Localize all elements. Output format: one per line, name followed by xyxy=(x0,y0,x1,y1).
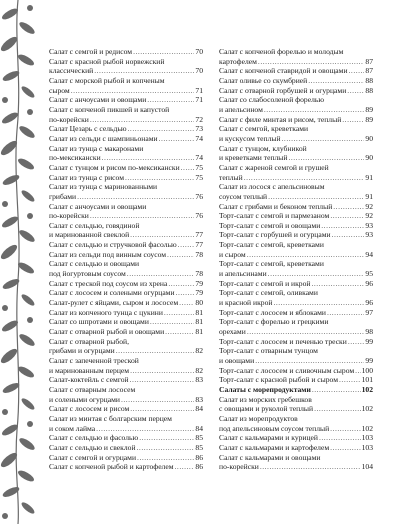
toc-entry-title-line: Салат из морских гребешков xyxy=(219,394,312,404)
toc-entry xyxy=(219,453,373,472)
dot-leader xyxy=(130,404,194,414)
toc-entry-title-line: Салат с анчоусами и овощами xyxy=(49,201,147,211)
toc-page-number: 83 xyxy=(195,394,203,404)
toc-entry-title: Торт-салат с семгой и икрой xyxy=(219,278,311,288)
toc-entry-title: грибами xyxy=(49,191,77,201)
toc-entry-title-line: Салат из лосося с апельсиновым xyxy=(219,182,325,192)
toc-entry-title: под йогуртовым соусом xyxy=(49,269,126,279)
toc-entry xyxy=(49,414,203,433)
toc-page-number: 104 xyxy=(361,462,373,472)
toc-entry-title: Салат с отварной горбушей и огурцами xyxy=(219,85,347,95)
toc-entry xyxy=(49,134,203,144)
dot-leader xyxy=(319,433,361,443)
toc-entry-title: Торт-салат с красной рыбой и сыром xyxy=(219,375,339,385)
toc-page-number: 85 xyxy=(195,433,203,443)
toc-entry-title: с овощами и руколой теплый xyxy=(219,404,314,414)
toc-entry-title: и апельсинами xyxy=(219,269,267,279)
dot-leader xyxy=(96,424,194,434)
toc-page-number: 87 xyxy=(365,66,373,76)
toc-page-number: 99 xyxy=(365,356,373,365)
dot-leader xyxy=(167,250,194,260)
toc-entry-title: Салат с семгой и редисом xyxy=(49,47,133,56)
toc-entry-title: под апельсиновым соусом теплый xyxy=(219,423,330,433)
toc-entry-title: Салат с лососем и солеными огурцами xyxy=(49,288,175,298)
toc-entry-title: Салаты с морепродуктами xyxy=(219,384,311,394)
toc-entry-title: Салат из сельди под винным соусом xyxy=(49,249,167,259)
toc-entry-title: и маринованной свеклой xyxy=(49,230,130,240)
toc-entry xyxy=(219,385,373,395)
toc-entry xyxy=(219,346,373,365)
toc-entry xyxy=(219,211,373,221)
toc-entry-title: картофелем xyxy=(219,56,257,66)
toc-entry xyxy=(219,182,373,201)
toc-page-number: 86 xyxy=(195,462,203,472)
toc-entry-title: по-корейски xyxy=(49,211,89,221)
toc-page-number: 77 xyxy=(195,240,203,250)
toc-entry xyxy=(219,221,373,231)
toc-entry xyxy=(49,433,203,443)
dot-leader xyxy=(327,308,364,318)
toc-page-number: 87 xyxy=(365,56,373,66)
dot-leader xyxy=(247,250,365,260)
toc-entry xyxy=(49,240,203,250)
toc-entry xyxy=(219,95,373,114)
toc-entry xyxy=(219,163,373,182)
toc-entry xyxy=(49,462,203,472)
dot-leader xyxy=(181,163,195,173)
toc-page-number: 94 xyxy=(365,249,373,259)
toc-entry xyxy=(49,385,203,404)
toc-entry-title: и апельсином xyxy=(219,104,263,114)
toc-entry-title-line: Торт-салат с отварным тунцом xyxy=(219,346,318,356)
toc-right-column xyxy=(219,47,373,472)
toc-entry xyxy=(49,250,203,260)
dot-leader xyxy=(137,443,195,453)
dot-leader xyxy=(175,462,195,472)
toc-page-number: 91 xyxy=(365,191,373,201)
toc-entry xyxy=(219,414,373,433)
toc-entry-title: Салат с сельдью и свеклой xyxy=(49,442,136,452)
toc-entry-title-line: Торт-салат с семгой, креветками xyxy=(219,259,324,269)
toc-entry-title: Торт-салат с семгой и пармезаном xyxy=(219,211,330,221)
dot-leader xyxy=(330,443,360,453)
toc-entry-title: Салат с сельдью и стручковой фасолью xyxy=(49,240,177,250)
toc-entry xyxy=(219,124,373,143)
dot-leader xyxy=(77,192,194,202)
dot-leader xyxy=(282,134,365,144)
toc-entry xyxy=(49,124,203,134)
toc-entry-title-line: Салат с копченой форелью и молодым xyxy=(219,47,344,56)
toc-entry-title: Салат-коктейль с семгой xyxy=(49,375,129,385)
toc-page-number: 96 xyxy=(365,278,373,288)
toc-entry-title: Салат с филе минтая и рисом, теплый xyxy=(219,114,342,124)
toc-page-number: 103 xyxy=(361,433,373,443)
toc-page-number: 102 xyxy=(361,423,373,433)
toc-page-number: 102 xyxy=(361,404,373,414)
toc-entry-title-line: Салат с сельдью и овощами xyxy=(49,259,140,269)
toc-page-number: 84 xyxy=(195,423,203,433)
dot-leader xyxy=(333,202,364,212)
toc-entry xyxy=(219,279,373,289)
toc-entry-title: и сыром xyxy=(219,249,246,259)
toc-entry-title: Салат с сельдью и фасолью xyxy=(49,433,139,443)
toc-entry xyxy=(219,76,373,86)
toc-page-number: 81 xyxy=(195,317,203,327)
toc-entry-title: и овощами xyxy=(219,356,255,365)
toc-page-number: 71 xyxy=(195,85,203,95)
toc-entry xyxy=(219,317,373,336)
toc-entry xyxy=(219,366,373,376)
dot-leader xyxy=(147,95,194,105)
toc-entry-title: Салат с грибами и беконом теплый xyxy=(219,201,333,211)
toc-page-number: 97 xyxy=(365,307,373,317)
toc-entry-title: Салат с кальмарами и курицей xyxy=(219,433,318,443)
toc-entry xyxy=(219,443,373,453)
dot-leader xyxy=(179,298,194,308)
dot-leader xyxy=(330,211,364,221)
toc-entry-title: Салат с кальмарами и картофелем xyxy=(219,442,330,452)
toc-entry-title: и солеными огурцами xyxy=(49,394,120,404)
toc-entry xyxy=(49,202,203,221)
toc-entry-title-line: Салат из морепродуктов xyxy=(219,413,298,423)
dot-leader xyxy=(137,453,194,463)
dot-leader xyxy=(168,279,194,289)
toc-entry-title: Салат из сельди с шампиньонами xyxy=(49,133,158,143)
dot-leader xyxy=(130,375,195,385)
toc-entry xyxy=(49,76,203,95)
toc-entry-title: и соком лайма xyxy=(49,423,96,433)
dot-leader xyxy=(264,105,365,115)
dot-leader xyxy=(347,86,364,96)
dot-leader xyxy=(260,462,361,472)
toc-page-number: 96 xyxy=(365,298,373,308)
toc-entry-title-line: Торт-салат с форелью и грецкими xyxy=(219,317,329,327)
toc-page-number: 73 xyxy=(195,124,203,134)
toc-entry-title: Торт-салат с лососем и сливочным сыром xyxy=(219,365,355,375)
toc-page-number: 85 xyxy=(195,442,203,452)
dot-leader xyxy=(90,211,195,221)
toc-entry-title: Салат с лососем и рисом xyxy=(49,404,130,414)
toc-page-number: 100 xyxy=(361,365,373,375)
toc-entry xyxy=(49,105,203,124)
toc-entry xyxy=(49,337,203,356)
toc-page-number: 78 xyxy=(195,249,203,259)
dot-leader xyxy=(321,221,364,231)
dot-leader xyxy=(314,404,361,414)
dot-leader xyxy=(128,124,195,134)
toc-entry xyxy=(219,375,373,385)
toc-entry-title-line: Салат с красной рыбой норвежский xyxy=(49,56,165,66)
dot-leader xyxy=(139,433,194,443)
dot-leader xyxy=(127,269,195,279)
dot-leader xyxy=(244,173,365,183)
toc-entry-title-line: Салат из тунца с макаронами xyxy=(49,143,144,153)
dot-leader xyxy=(339,375,361,385)
toc-entry xyxy=(49,288,203,298)
toc-entry-title: Салат из тунца с рисом xyxy=(49,172,125,182)
toc-page-number: 92 xyxy=(365,201,373,211)
toc-page-number: 89 xyxy=(365,114,373,124)
toc-entry xyxy=(219,66,373,76)
toc-entry-title-line: Салат с копченой пикшей и капустой xyxy=(49,104,170,114)
toc-entry-title: Салат Цезарь с сельдью xyxy=(49,124,127,134)
toc-entry-title-line: Торт-салат с семгой, креветками xyxy=(219,240,324,250)
toc-left-column xyxy=(49,47,203,472)
toc-entry xyxy=(219,115,373,125)
toc-entry xyxy=(219,288,373,307)
toc-entry xyxy=(49,279,203,289)
toc-page-number: 82 xyxy=(195,365,203,375)
dot-leader xyxy=(130,366,194,376)
toc-entry xyxy=(49,317,203,327)
dot-leader xyxy=(133,47,194,57)
toc-entry-title: и красной икрой xyxy=(219,298,273,308)
toc-entry xyxy=(49,221,203,240)
dot-leader xyxy=(159,134,195,144)
toc-page-number: 79 xyxy=(195,278,203,288)
toc-page-number: 93 xyxy=(365,230,373,240)
toc-entry xyxy=(49,453,203,463)
toc-entry-title: Салат с копченой ставридой и овощами xyxy=(219,66,348,76)
toc-page-number: 101 xyxy=(361,375,373,385)
toc-entry xyxy=(219,308,373,318)
toc-entry-title: грибами и огурцами xyxy=(49,346,115,356)
toc-page-number: 95 xyxy=(365,269,373,279)
toc-page-number: 77 xyxy=(195,230,203,240)
toc-page-number: 74 xyxy=(195,133,203,143)
toc-entry-title: по-мексикански xyxy=(49,153,101,163)
toc-page-number: 75 xyxy=(195,162,203,172)
dot-leader xyxy=(150,317,195,327)
toc-page-number: 81 xyxy=(195,307,203,317)
dot-leader xyxy=(164,308,195,318)
toc-entry-title: классический xyxy=(49,66,94,76)
toc-page-number: 70 xyxy=(195,47,203,56)
dot-leader xyxy=(330,424,360,434)
toc-entry-title: Салат со шпротами и овощами xyxy=(49,317,149,327)
toc-entry-title: Торт-салат с горбушей и огурцами xyxy=(219,230,331,240)
toc-entry-title-line: Салат из тунца с маринованными xyxy=(49,182,158,192)
toc-page-number: 90 xyxy=(365,133,373,143)
toc-entry-title: Салат из копченого тунца с цукини xyxy=(49,307,163,317)
toc-page-number: 88 xyxy=(365,85,373,95)
toc-entry-title: Торт-салат с лососем и печенью трески xyxy=(219,336,347,346)
toc-entry-title: и кускусом теплый xyxy=(219,133,281,143)
dot-leader xyxy=(348,337,365,347)
dot-leader xyxy=(308,76,364,86)
toc-page-number: 90 xyxy=(365,153,373,163)
toc-entry-title-line: Салат со слабосоленой форелью xyxy=(219,95,324,105)
toc-entry xyxy=(219,433,373,443)
dot-leader xyxy=(332,230,365,240)
dot-leader xyxy=(355,366,360,376)
toc-entry xyxy=(219,395,373,414)
dot-leader xyxy=(130,230,194,240)
dot-leader xyxy=(268,269,365,279)
toc-page-number: 102 xyxy=(361,384,373,394)
toc-entry-title: Торт-салат с лососем и яблоками xyxy=(219,307,326,317)
toc-entry-title: Салат с треской под соусом из хрена xyxy=(49,278,168,288)
toc-entry xyxy=(49,443,203,453)
toc-entry-title: и креветками теплый xyxy=(219,153,288,163)
toc-entry-title: по-корейски xyxy=(219,462,259,472)
toc-entry-title-line: Торт-салат с семгой, оливками xyxy=(219,288,318,298)
toc-entry-title: соусом теплый xyxy=(219,191,268,201)
toc-page-number: 72 xyxy=(195,114,203,124)
dot-leader xyxy=(176,288,195,298)
toc-entry-title: орехами xyxy=(219,327,246,337)
dot-leader xyxy=(258,57,364,67)
toc-entry xyxy=(49,182,203,201)
toc-entry-title: Салат с семгой и огурцами xyxy=(49,452,137,462)
toc-page-number: 99 xyxy=(365,336,373,346)
toc-page-number: 78 xyxy=(195,269,203,279)
toc-entry xyxy=(219,86,373,96)
dot-leader xyxy=(121,395,194,405)
dot-leader xyxy=(178,240,195,250)
toc-page-number: 76 xyxy=(195,191,203,201)
toc-entry-title-line: Салат с жареной семгой и грушей xyxy=(219,162,329,172)
dot-leader xyxy=(90,115,195,125)
dot-leader xyxy=(102,153,195,163)
dot-leader xyxy=(94,66,194,76)
toc-page-number: 89 xyxy=(365,104,373,114)
toc-entry xyxy=(49,95,203,105)
toc-page-number: 93 xyxy=(365,220,373,230)
dot-leader xyxy=(288,153,364,163)
toc-page-number: 75 xyxy=(195,172,203,182)
toc-entry-title: Салат с копченой рыбой и картофелем xyxy=(49,462,174,472)
toc-entry-title: Салат с анчоусами и овощами xyxy=(49,95,147,105)
toc-page-number: 83 xyxy=(195,375,203,385)
toc-entry-title: теплый xyxy=(219,172,243,182)
toc-page-number: 82 xyxy=(195,346,203,356)
toc-entry xyxy=(49,308,203,318)
toc-entry-title: Салат оливье со скумбрией xyxy=(219,75,308,85)
toc-entry xyxy=(49,298,203,308)
toc-entry xyxy=(49,57,203,76)
toc-entry xyxy=(219,259,373,278)
toc-entry xyxy=(219,202,373,212)
toc-page-number: 91 xyxy=(365,172,373,182)
toc-entry-title: Торт-салат с семгой и овощами xyxy=(219,220,321,230)
toc-page-number: 71 xyxy=(195,95,203,105)
dot-leader xyxy=(342,115,364,125)
toc-entry xyxy=(219,47,373,66)
toc-page-number: 79 xyxy=(195,288,203,298)
toc-entry xyxy=(219,240,373,259)
dot-leader xyxy=(255,356,364,366)
dot-leader xyxy=(165,327,194,337)
toc-page-number: 70 xyxy=(195,66,203,76)
dot-leader xyxy=(247,327,365,337)
toc-entry xyxy=(49,356,203,375)
toc-entry xyxy=(219,337,373,347)
toc-entry-title-line: Салат с отварным лососем xyxy=(49,384,136,394)
toc-page-number: 103 xyxy=(361,442,373,452)
toc-entry-title-line: Салат с отварной рыбой, xyxy=(49,336,129,346)
toc-page-number: 81 xyxy=(195,327,203,337)
toc-entry xyxy=(49,173,203,183)
toc-entry xyxy=(49,404,203,414)
toc-entry xyxy=(49,144,203,163)
toc-page-number: 84 xyxy=(195,404,203,414)
toc-entry-title-line: Салат с кальмарами и овощами xyxy=(219,452,321,462)
dot-leader xyxy=(125,173,194,183)
toc-entry-title: Салат с тунцом и рисом по-мексикански xyxy=(49,162,180,172)
toc-entry-title: по-корейски xyxy=(49,114,89,124)
dot-leader xyxy=(311,279,364,289)
dot-leader xyxy=(116,346,195,356)
toc-entry-title-line: Салат с тунцом, клубникой xyxy=(219,143,307,153)
toc-page-number: 92 xyxy=(365,211,373,221)
toc-entry xyxy=(49,259,203,278)
toc-entry xyxy=(219,144,373,163)
toc-page-number: 76 xyxy=(195,211,203,221)
toc-entry xyxy=(219,230,373,240)
floral-ornament xyxy=(0,0,36,524)
toc-page-number: 86 xyxy=(195,452,203,462)
toc-page-number: 98 xyxy=(365,327,373,337)
toc-page-number: 88 xyxy=(365,75,373,85)
toc-page-number: 74 xyxy=(195,153,203,163)
dot-leader xyxy=(273,298,364,308)
dot-leader xyxy=(268,192,364,202)
toc-entry-title: Салат-рулет с яйцами, сыром и лососем xyxy=(49,298,179,308)
toc-entry-title-line: Салат с семгой, креветками xyxy=(219,124,309,134)
toc-entry-title-line: Салат с запеченной треской xyxy=(49,356,139,365)
dot-leader xyxy=(71,86,195,96)
toc-entry xyxy=(49,47,203,57)
toc-entry-title-line: Салат с морской рыбой и копченым xyxy=(49,75,165,85)
toc-entry-title: сыром xyxy=(49,85,70,95)
toc-page-number: 80 xyxy=(195,298,203,308)
toc-entry-title-line: Салат с сельдью, говядиной xyxy=(49,220,140,230)
toc-entry xyxy=(49,375,203,385)
dot-leader xyxy=(312,385,361,395)
table-of-contents xyxy=(49,47,373,472)
toc-entry-title: Салат с отварной рыбой и овощами xyxy=(49,327,165,337)
toc-entry xyxy=(49,163,203,173)
dot-leader xyxy=(349,66,365,76)
toc-entry-title-line: Салат из минтая с болгарским перцем xyxy=(49,413,172,423)
toc-entry xyxy=(49,327,203,337)
toc-entry-title: и маринованным перцем xyxy=(49,365,130,375)
